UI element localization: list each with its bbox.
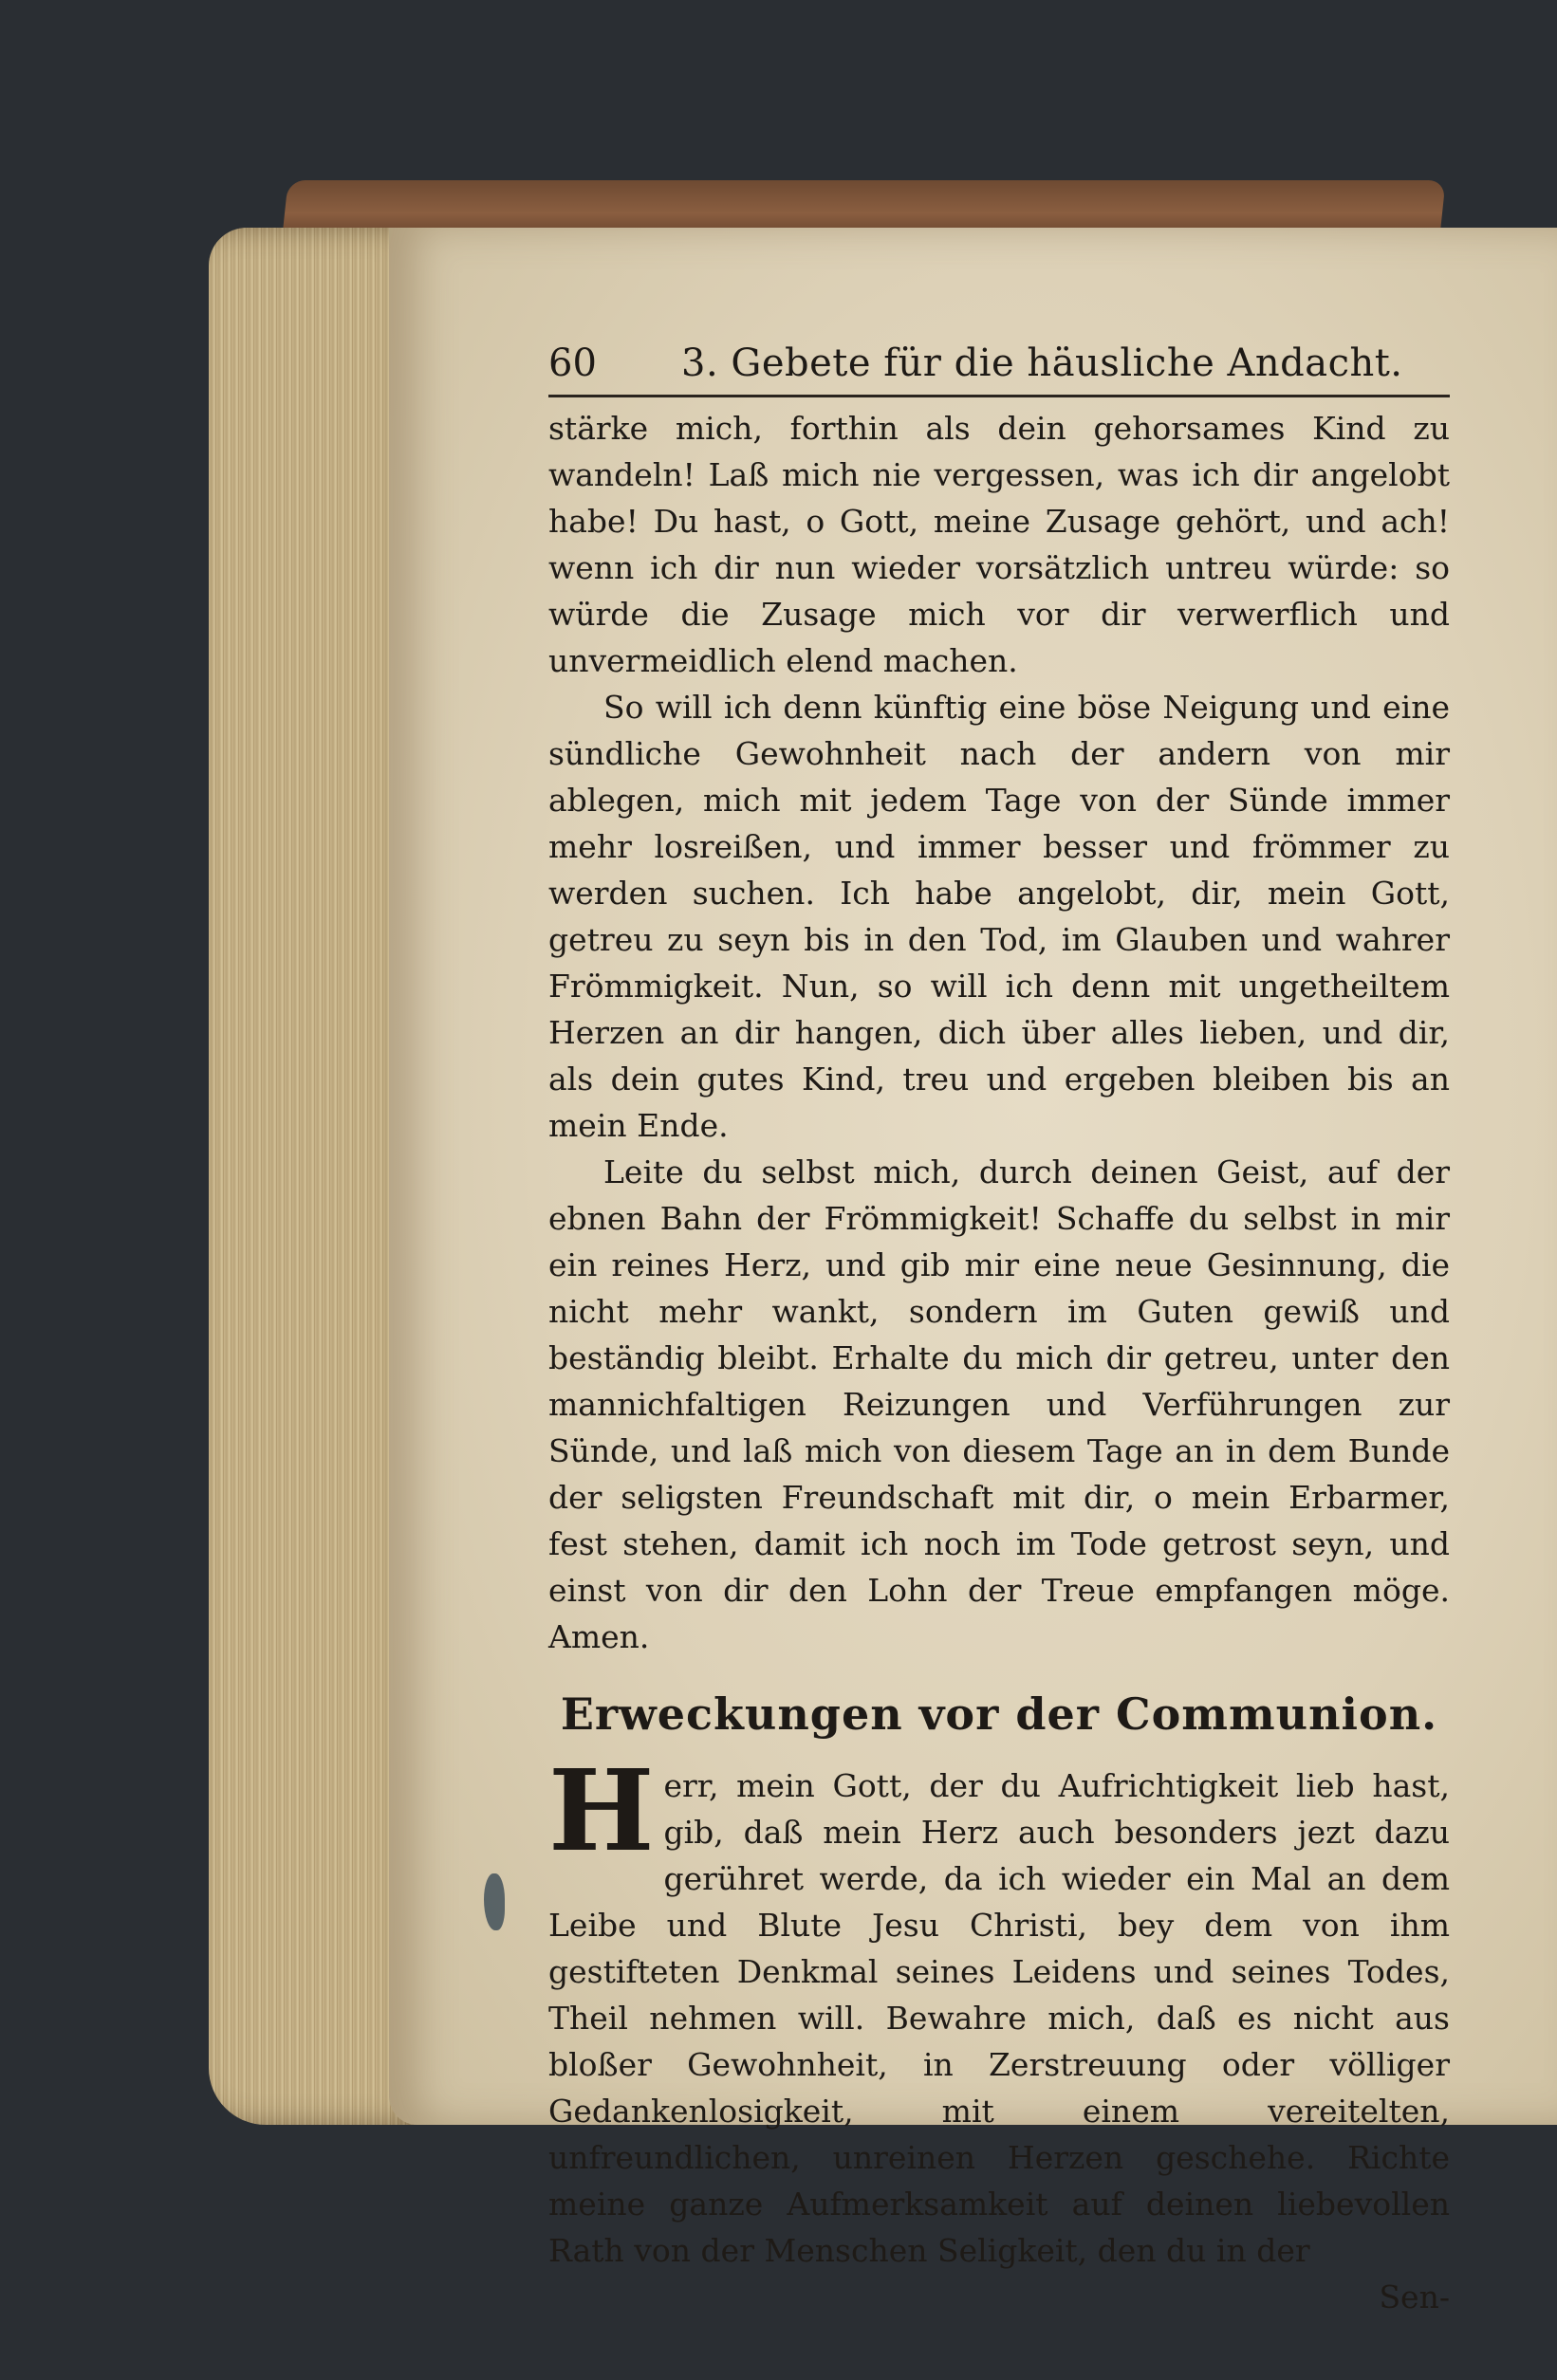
ink-stain — [484, 1873, 505, 1930]
paragraph-1: stärke mich, forthin als dein gehorsames Kind zu wandeln! Laß mich nie vergessen, was ich dir angelobt habe! Du hast, o Gott, meine Zusage gehört, und ach! wenn ich dir nun wieder vorsätzlich untreu würde: so würde die Zusage mich vor dir verwerflich und unvermeidlich elend machen. — [548, 410, 1450, 679]
page-number: 60 — [548, 341, 597, 385]
drop-cap: H — [548, 1744, 655, 1876]
paragraph-2: So will ich denn künftig eine böse Neigung und eine sündliche Gewohnheit nach der andern von mir ablegen, mich mit jedem Tage von der Sünde immer mehr losreißen, und immer besser und frömmer zu werden suchen. Ich habe angelobt, dir, mein Gott, getreu zu seyn bis in den Tod, im Glauben und wahrer Frömmigkeit. Nun, so will ich denn mit ungetheiltem Herzen an dir hangen, dich über alles lieben, und dir, als dein gutes Kind, treu und ergeben bleiben bis an mein Ende. — [548, 689, 1450, 1144]
section-heading: Erweckungen vor der Communion. — [560, 1688, 1438, 1740]
section-body — [548, 1744, 1450, 2274]
section-paragraph: err, mein Gott, der du Aufrichtigkeit lieb hast, gib, daß mein Herz auch besonders jezt dazu gerühret werde, da ich wieder ein Mal an dem Leibe und Blute Jesu Christi, bey dem von ihm gestifteten Denkmal seines Leidens und seines Todes, Theil nehmen will. Bewahre mich, daß es nicht aus bloßer Gewohnheit, in Zerstreuung oder völliger Gedankenlosigkeit, mit einem vereitelten, unfreundlichen, unreinen Herzen geschehe. Richte meine ganze Aufmerksamkeit auf deinen liebevollen Rath von der Menschen Seligkeit, den du in der — [548, 1767, 1450, 2269]
catchword: Sen- — [1379, 2279, 1450, 2315]
paragraph-3: Leite du selbst mich, durch deinen Geist, auf der ebnen Bahn der Frömmigkeit! Schaffe du selbst in mir ein reines Herz, und gib mir eine neue Gesinnung, die nicht mehr wankt, sondern im Guten gewiß und beständig bleibt. Erhalte du mich dir getreu, unter den mannichfaltigen Reizungen und Verführungen zur Sünde, und laß mich von diesem Tage an in dem Bunde der seligsten Freundschaft mit dir, o mein Erbarmer, fest stehen, damit ich noch im Tode getrost seyn, und einst von dir den Lohn der Treue empfangen möge. Amen. — [548, 1153, 1450, 1655]
page-text — [548, 341, 1450, 2320]
page-header — [548, 341, 1450, 397]
running-title: 3. Gebete für die häusliche Andacht. — [681, 341, 1403, 385]
